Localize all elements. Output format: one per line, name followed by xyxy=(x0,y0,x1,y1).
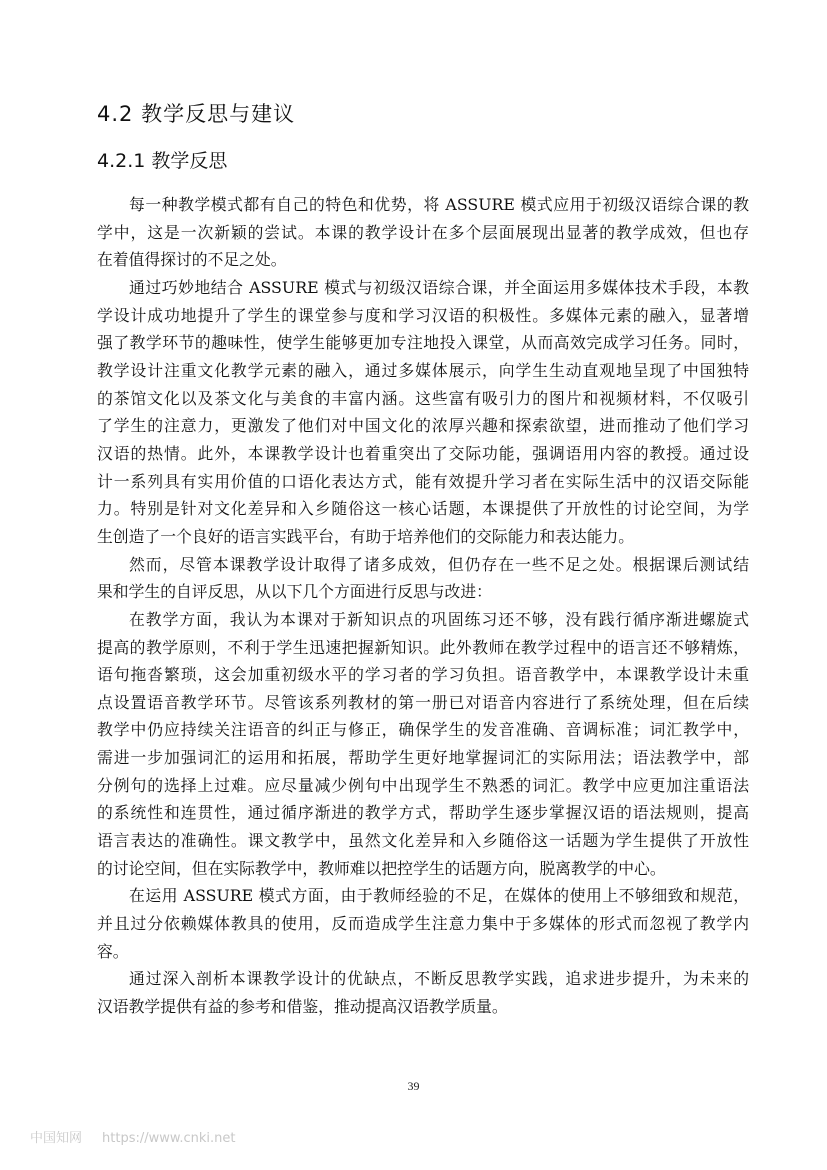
text-line: 每一种教学模式都有自己的特色和优势，将 ASSURE 模式应用于初级汉语综合课的教 xyxy=(129,195,749,214)
watermark xyxy=(30,1127,235,1146)
text-line: 点设置语音教学环节。尽管该系列教材的第一册已对语音内容进行了系统处理，但在后续 xyxy=(97,692,749,712)
text-line: 教学设计注重文化教学元素的融入，通过多媒体展示，向学生生动直观地呈现了中国独特 xyxy=(97,360,749,380)
text-line: 汉语的热情。此外，本课教学设计也着重突出了交际功能，强调语用内容的教授。通过设 xyxy=(97,443,749,463)
watermark-brand: 中国知网 xyxy=(30,1131,83,1146)
text-line: 通过深入剖析本课教学设计的优缺点，不断反思教学实践，追求进步提升，为未来的 xyxy=(129,969,749,989)
text-line: 生创造了一个良好的语言实践平台，有助于培养他们的交际能力和表达能力。 xyxy=(97,526,635,546)
text-line: 然而，尽管本课教学设计取得了诸多成效，但仍存在一些不足之处。根据课后测试结 xyxy=(129,554,749,574)
text-line: 容。 xyxy=(97,941,129,961)
text-line: 的茶馆文化以及茶文化与美食的丰富内涵。这些富有吸引力的图片和视频材料，不仅吸引 xyxy=(97,388,749,408)
text-line: 的讨论空间，但在实际教学中，教师难以把控学生的话题方向，脱离教学的中心。 xyxy=(97,858,666,878)
text-line: 强了教学环节的趣味性，使学生能够更加专注地投入课堂，从而高效完成学习任务。同时， xyxy=(97,333,749,353)
text-line: 的系统性和连贯性，通过循序渐进的教学方式，帮助学生逐步掌握汉语的语法规则，提高 xyxy=(97,803,749,823)
text-line: 了学生的注意力，更激发了他们对中国文化的浓厚兴趣和探索欲望，进而推动了他们学习 xyxy=(97,416,749,436)
text-line: 在运用 ASSURE 模式方面，由于教师经验的不足，在媒体的使用上不够细致和规范， xyxy=(129,886,749,906)
text-line: 通过巧妙地结合 ASSURE 模式与初级汉语综合课，并全面运用多媒体技术手段，本教 xyxy=(129,277,749,297)
text-line: 汉语教学提供有益的参考和借鉴，推动提高汉语教学质量。 xyxy=(97,997,508,1017)
page-number: 39 xyxy=(407,1079,420,1093)
text-line: 分例句的选择上过难。应尽量减少例句中出现学生不熟悉的词汇。教学中应更加注重语法 xyxy=(97,775,749,795)
text-line: 力。特别是针对文化差异和入乡随俗这一核心话题，本课提供了开放性的讨论空间，为学 xyxy=(97,499,749,519)
text-line: 学中，这是一次新颖的尝试。本课的教学设计在多个层面展现出显著的教学成效，但也存 xyxy=(97,222,749,242)
subsection-heading: 4.2.1 教学反思 xyxy=(97,150,228,172)
text-line: 果和学生的自评反思，从以下几个方面进行反思与改进： xyxy=(97,582,492,602)
body-text xyxy=(97,191,749,1021)
section-heading: 4.2 教学反思与建议 xyxy=(97,102,296,126)
text-line: 教学中仍应持续关注语音的纠正与修正，确保学生的发音准确、音调标准；词汇教学中， xyxy=(97,720,749,740)
text-line: 在着值得探讨的不足之处。 xyxy=(97,250,287,270)
text-line: 计一系列具有实用价值的口语化表达方式，能有效提升学习者在实际生活中的汉语交际能 xyxy=(97,471,749,491)
watermark-url: https://www.cnki.net xyxy=(102,1131,236,1146)
text-line: 在教学方面，我认为本课对于新知识点的巩固练习还不够，没有践行循序渐进螺旋式 xyxy=(129,609,749,629)
text-line: 并且过分依赖媒体教具的使用，反而造成学生注意力集中于多媒体的形式而忽视了教学内 xyxy=(97,914,749,934)
text-line: 学设计成功地提升了学生的课堂参与度和学习汉语的积极性。多媒体元素的融入，显著增 xyxy=(97,305,749,325)
text-line: 语言表达的准确性。课文教学中，虽然文化差异和入乡随俗这一话题为学生提供了开放性 xyxy=(97,831,749,851)
text-line: 提高的教学原则，不利于学生迅速把握新知识。此外教师在教学过程中的语言还不够精炼， xyxy=(97,637,749,657)
text-line: 语句拖沓繁琐，这会加重初级水平的学习者的学习负担。语音教学中，本课教学设计未重 xyxy=(97,665,749,685)
text-line: 需进一步加强词汇的运用和拓展，帮助学生更好地掌握词汇的实际用法；语法教学中，部 xyxy=(97,748,749,768)
